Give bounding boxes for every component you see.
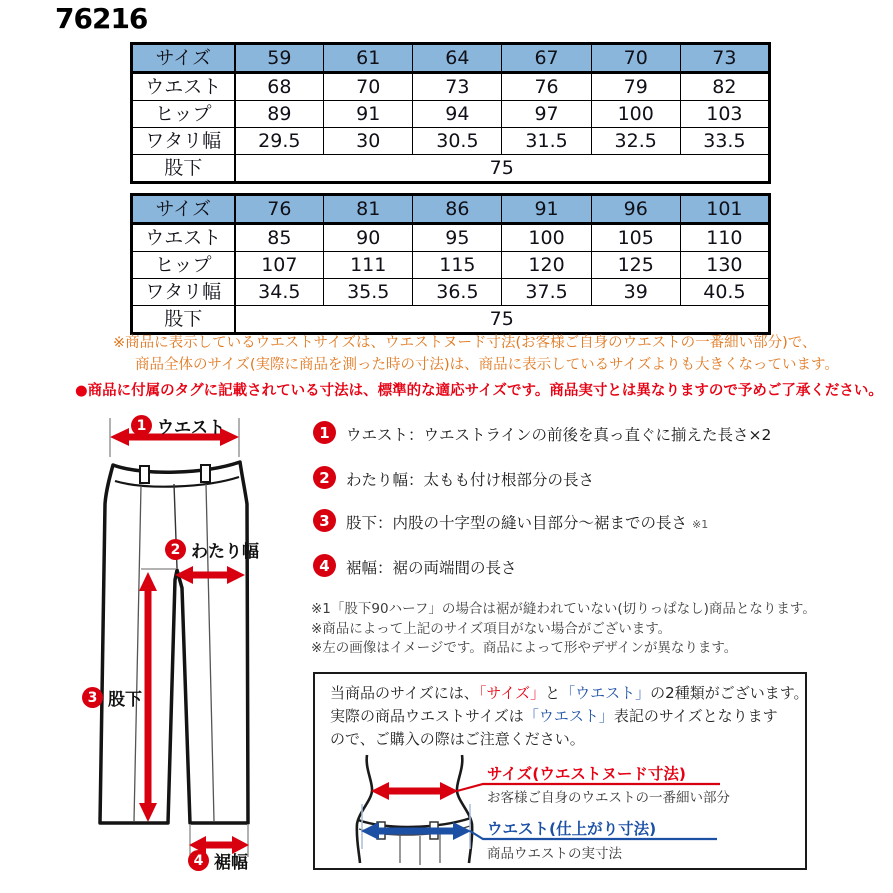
footnote-ref: ※1 <box>692 518 709 531</box>
number-badge: 2 <box>313 466 336 489</box>
size-cell: 89 <box>235 101 324 128</box>
size-cell: 40.5 <box>680 279 769 306</box>
size-cell: 29.5 <box>235 128 324 155</box>
number-badge: 3 <box>82 687 103 708</box>
size-cell: 85 <box>235 224 324 252</box>
size-cell: 90 <box>324 224 413 252</box>
size-cell: 111 <box>324 252 413 279</box>
size-cell: 100 <box>502 224 591 252</box>
measure-item-thigh <box>313 466 594 490</box>
table-header-row <box>132 195 770 224</box>
size-col-header: サイズ <box>132 44 235 73</box>
pants-outline <box>100 462 248 823</box>
size-cell-inseam: 75 <box>235 306 770 334</box>
diagram-label-text: 股下 <box>108 690 142 710</box>
size-cell: 82 <box>680 73 769 101</box>
table-row-inseam <box>132 306 770 334</box>
measure-item-waist <box>313 421 771 445</box>
info-line: 当商品のサイズには、「サイズ」と「ウエスト」の2種類がございます。 <box>330 684 809 702</box>
size-cell: 91 <box>324 101 413 128</box>
size-cell: 73 <box>413 73 502 101</box>
diagram-label-text: わたり幅 <box>191 542 259 562</box>
size-cell: 37.5 <box>502 279 591 306</box>
product-code: 76216 <box>55 2 148 35</box>
belt-loop <box>140 466 149 483</box>
number-badge: 4 <box>188 850 209 871</box>
size-cell: 95 <box>413 224 502 252</box>
footnote-line: ※左の画像はイメージです。商品によって形やデザインが異なります。 <box>311 640 738 656</box>
size-col-header: 76 <box>235 195 324 224</box>
diagram-label-thigh <box>165 537 259 562</box>
measure-item-text: わたり幅：太もも付け根部分の長さ <box>346 471 595 489</box>
size-col-header: 91 <box>502 195 591 224</box>
size-cell: 115 <box>413 252 502 279</box>
info-line: 実際の商品ウエストサイズは「ウエスト」表記のサイズとなります <box>330 707 778 725</box>
size-cell: 125 <box>591 252 680 279</box>
info-box-text <box>330 682 809 751</box>
size-col-header: 64 <box>413 44 502 73</box>
note-nude-size <box>113 332 839 376</box>
size-cell: 105 <box>591 224 680 252</box>
size-cell: 110 <box>680 224 769 252</box>
diagram-label-waist <box>131 413 225 438</box>
number-badge: 2 <box>165 539 186 560</box>
size-cell: 130 <box>680 252 769 279</box>
size-cell: 39 <box>591 279 680 306</box>
measure-item-text: 股下：内股の十字型の縫い目部分～裾までの長さ ※1 <box>346 514 709 532</box>
row-label: ワタリ幅 <box>132 279 235 306</box>
nude-size-label: サイズ(ウエストヌード寸法) <box>487 765 686 783</box>
size-cell: 79 <box>591 73 680 101</box>
size-cell: 31.5 <box>502 128 591 155</box>
size-col-header: 86 <box>413 195 502 224</box>
table-row <box>132 128 770 155</box>
table-row <box>132 252 770 279</box>
size-cell: 35.5 <box>324 279 413 306</box>
size-cell: 70 <box>324 73 413 101</box>
size-cell: 94 <box>413 101 502 128</box>
size-col-header: 96 <box>591 195 680 224</box>
diagram-label-inseam <box>82 685 142 710</box>
pants-diagram <box>85 408 320 888</box>
pants-illustration <box>85 408 320 868</box>
size-cell: 107 <box>235 252 324 279</box>
measure-item-text: ウエスト：ウエストラインの前後を真っ直ぐに揃えた長さ×2 <box>346 426 772 444</box>
size-cell: 103 <box>680 101 769 128</box>
number-badge: 1 <box>131 415 152 436</box>
size-col-header: 81 <box>324 195 413 224</box>
note-tag-size: ●商品に付属のタグに記載されている寸法は、標準的な適応サイズです。商品実寸とは異なりますので予めご了承ください。 <box>75 383 883 399</box>
footnotes <box>311 600 816 659</box>
size-col-header: 67 <box>502 44 591 73</box>
number-badge: 4 <box>313 554 336 577</box>
size-cell-inseam: 75 <box>235 155 770 183</box>
row-label: ウエスト <box>132 73 235 101</box>
measure-item-hem <box>313 554 517 578</box>
size-cell: 120 <box>502 252 591 279</box>
measure-item-text: 裾幅：裾の両端間の長さ <box>346 559 517 577</box>
size-cell: 68 <box>235 73 324 101</box>
footnote-line: ※商品によって上記のサイズ項目がない場合がございます。 <box>311 620 672 637</box>
number-badge: 3 <box>313 509 336 532</box>
note-line: 商品全体のサイズ(実際に商品を測った時の寸法)は、商品に表示しているサイズよりも大きくなっています。 <box>135 357 839 373</box>
size-col-header: 61 <box>324 44 413 73</box>
size-info-box <box>313 672 807 870</box>
table-row <box>132 224 770 252</box>
finished-size-desc: 商品ウエストの実寸法 <box>487 846 622 862</box>
number-badge: 1 <box>313 421 336 444</box>
table-row <box>132 279 770 306</box>
note-line: ※商品に表示しているウエストサイズは、ウエストヌード寸法(お客様ご自身のウエストの一番細い部分)で、 <box>113 335 817 351</box>
diagram-label-hem <box>188 848 248 873</box>
size-col-header: 101 <box>680 195 769 224</box>
row-label: ワタリ幅 <box>132 128 235 155</box>
size-cell: 32.5 <box>591 128 680 155</box>
size-cell: 36.5 <box>413 279 502 306</box>
belt-loop <box>201 465 210 482</box>
size-cell: 97 <box>502 101 591 128</box>
diagram-label-text: ウエスト <box>157 418 225 438</box>
size-table-upper <box>130 42 771 184</box>
size-cell: 33.5 <box>680 128 769 155</box>
size-col-header: サイズ <box>132 195 235 224</box>
size-cell: 100 <box>591 101 680 128</box>
size-col-header: 73 <box>680 44 769 73</box>
size-col-header: 59 <box>235 44 324 73</box>
table-row-inseam <box>132 155 770 183</box>
footnote-line: ※1「股下90ハーフ」の場合は裾が縫われていない(切りっぱなし)商品となります。 <box>311 601 816 617</box>
torso-left-line <box>357 755 372 863</box>
table-row <box>132 73 770 101</box>
info-line: ので、ご購入の際はご注意ください。 <box>330 730 585 748</box>
row-label: 股下 <box>132 155 235 183</box>
size-cell: 76 <box>502 73 591 101</box>
size-col-header: 70 <box>591 44 680 73</box>
size-cell: 30 <box>324 128 413 155</box>
size-table-lower <box>130 193 771 335</box>
size-cell: 30.5 <box>413 128 502 155</box>
nude-size-arrow <box>371 782 458 800</box>
row-label: ヒップ <box>132 101 235 128</box>
finished-size-label: ウエスト(仕上がり寸法) <box>487 820 657 838</box>
table-row <box>132 101 770 128</box>
table-header-row <box>132 44 770 73</box>
finished-size-arrow <box>361 822 471 840</box>
diagram-label-text: 裾幅 <box>214 853 248 873</box>
nude-size-desc: お客様ご自身のウエストの一番細い部分 <box>487 790 730 806</box>
size-cell: 34.5 <box>235 279 324 306</box>
measure-item-inseam <box>313 509 708 533</box>
row-label: 股下 <box>132 306 235 334</box>
row-label: ヒップ <box>132 252 235 279</box>
row-label: ウエスト <box>132 224 235 252</box>
